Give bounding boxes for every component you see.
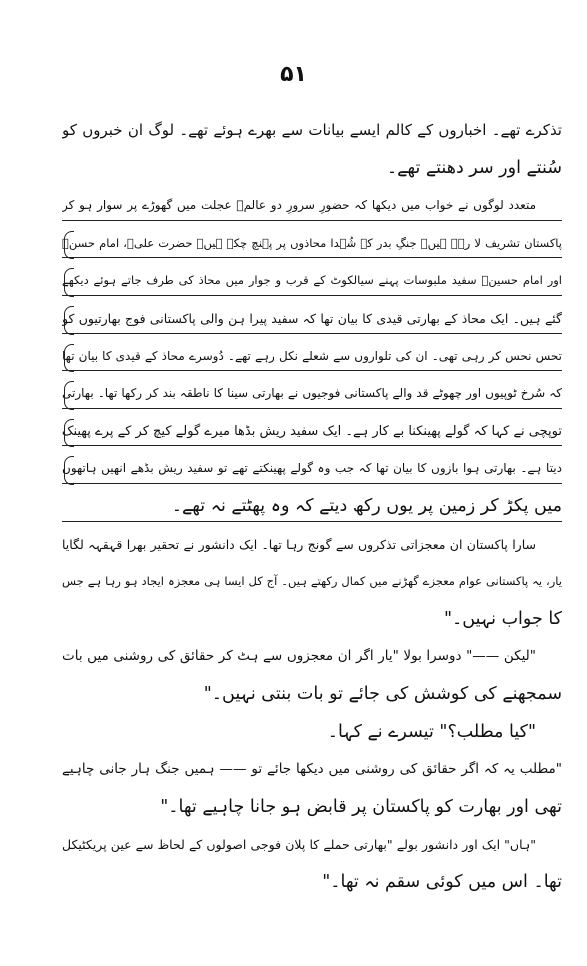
text-line: تھی اور بھارت کو پاکستان پر قابض ہو جانا چاہیے تھا۔" [160,796,562,817]
text-line: سمجھنے کی کوشش کی جائے تو بات بنتی نہیں۔" [203,683,562,704]
urdu-text-body [62,112,562,901]
underlined-text-line: میں پکڑ کر زمین پر یوں رکھ دیتے کہ وہ پھٹتے نہ تھے۔ [62,488,562,526]
text-line: یار، یہ پاکستانی عوام معجزے گھڑنے میں کمال رکھتے ہیں۔ آج کل ایسا ہی معجزہ ایجاد ہو رہا ہے جس [62,574,562,589]
text-line: "ہاں" ایک اور دانشور بولے "بھارتی حملے کا پلان فوجی اصولوں کے لحاظ سے عین پریکٹیکل [62,837,536,853]
text-line: "کیا مطلب؟" تیسرے نے کہا۔ [327,721,536,742]
text-line: سارا پاکستان ان معجزاتی تذکروں سے گونج رہا تھا۔ ایک دانشور نے تحقیر بھرا قہقہہ لگایا [62,536,536,552]
page-number: ۵۱ [280,62,307,87]
text-line: "مطلب یہ کہ اگر حقائق کی روشنی میں دیکھا جائے تو —— ہمیں جنگ ہار جانی چاہیے [62,761,562,778]
text-line: تھا۔ اس میں کوئی سقم نہ تھا۔" [322,871,562,892]
underlined-text-line: پاکستان تشریف لا رہے ہیں۔ جنگِ بدر کے شُہدا محاذوں پر پہنچ چکے ہیں۔ حضرت علیؓ، امام حسنؓ [62,225,562,263]
underlined-text-line: دیتا ہے۔ بھارتی ہوا بازوں کا بیان تھا کہ جب وہ گولے پھینکتے تھے تو سفید ریش بڈھے انھیں ہاتھوں [62,450,562,488]
text-line: "لیکن ——" دوسرا بولا "یار اگر ان معجزوں سے ہٹ کر حقائق کی روشنی میں بات [62,648,536,665]
text-line: کا جواب نہیں۔" [443,608,562,629]
underlined-text-line: گئے ہیں۔ ایک محاذ کے بھارتی قیدی کا بیان تھا کہ سفید پیرا ہن والی پاکستانی فوج بھارتیوں کو [62,300,562,338]
text-line: سُنتے اور سر دھنتے تھے۔ [386,157,562,178]
underlined-text-line: کہ سُرخ ٹوپیوں اور چھوٹے قد والے پاکستانی فوجیوں نے بھارتی سینا کا ناطقہ بند کر رکھا تھا۔ بھارتی [62,375,562,413]
underlined-text-line: تحس نحس کر رہی تھی۔ ان کی تلواروں سے شعلے نکل رہے تھے۔ دُوسرے محاذ کے قیدی کا بیان تھا [62,338,562,376]
underlined-text-line: توپچی نے کہا کہ گولے پھینکنا بے کار ہے۔ ایک سفید ریش بڈھا میرے گولے کیچ کر کے پرے پھینک [62,413,562,451]
text-line: تذکرے تھے۔ اخباروں کے کالم ایسے بیانات سے بھرے ہوئے تھے۔ لوگ ان خبروں کو [62,121,562,139]
underlined-text-line: متعدد لوگوں نے خواب میں دیکھا کہ حضورِ سرورِ دو عالمؐ عجلت میں گھوڑے پر سوار ہو کر [62,187,562,225]
underlined-text-line: اور امام حسینؓ سفید ملبوسات پہنے سیالکوٹ کے قرب و جوار میں محاذ کی طرف جاتے ہوئے دیکھے [62,262,562,300]
